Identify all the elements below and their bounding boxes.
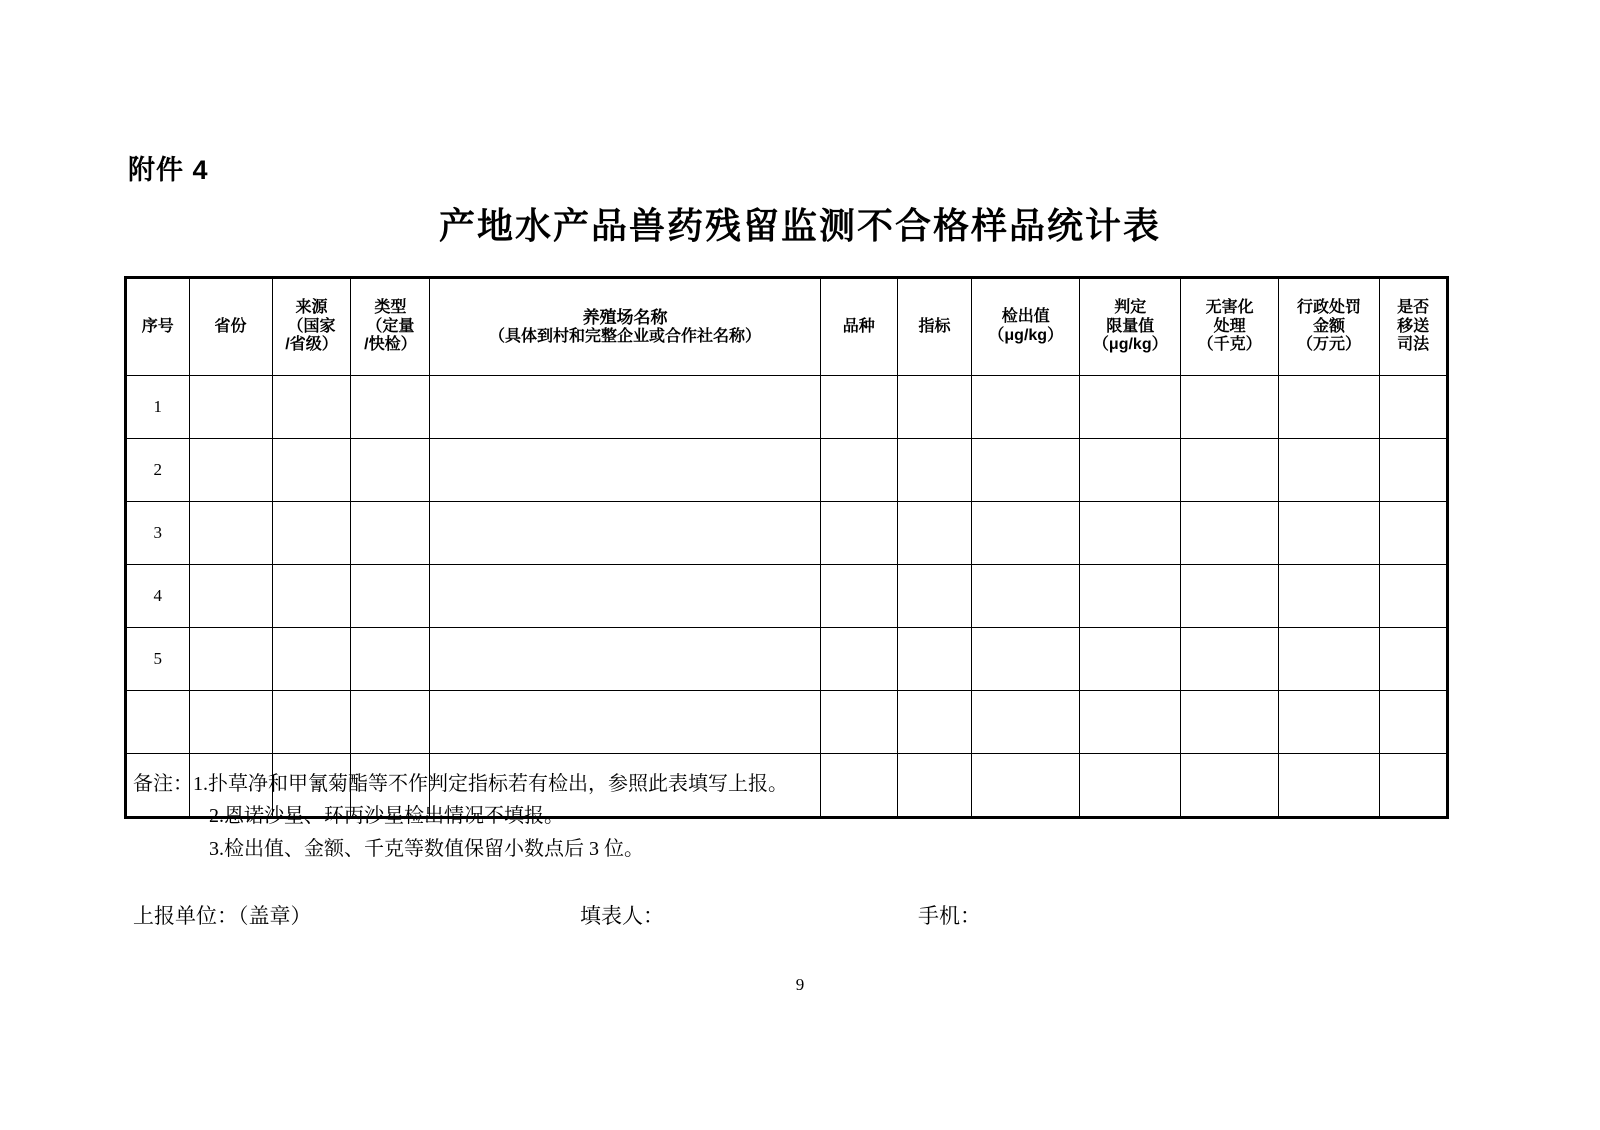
cell-limit-value[interactable] (1080, 565, 1181, 628)
cell-province[interactable] (189, 628, 272, 691)
column-header-limit-value: 判定 限量值 （μg/kg） (1080, 278, 1181, 376)
cell-detected-value[interactable] (972, 439, 1080, 502)
cell-transfer-judicial[interactable] (1380, 565, 1448, 628)
cell-limit-value[interactable] (1080, 691, 1181, 754)
column-header-penalty-amount: 行政处罚 金额 （万元） (1278, 278, 1379, 376)
column-header-detected-value: 检出值 （μg/kg） (972, 278, 1080, 376)
cell-source[interactable] (272, 439, 351, 502)
cell-harmless-treatment[interactable] (1181, 565, 1278, 628)
cell-seq: 2 (126, 439, 190, 502)
column-header-variety: 品种 (820, 278, 897, 376)
cell-seq (126, 691, 190, 754)
cell-indicator[interactable] (897, 502, 972, 565)
note-line-3: 3.检出值、金额、千克等数值保留小数点后 3 位。 (209, 837, 644, 860)
cell-penalty-amount[interactable] (1278, 628, 1379, 691)
column-header-indicator: 指标 (897, 278, 972, 376)
cell-type[interactable] (351, 691, 430, 754)
statistics-table (124, 276, 1449, 819)
table-header (126, 278, 1448, 376)
cell-seq: 4 (126, 565, 190, 628)
cell-province[interactable] (189, 691, 272, 754)
table-row (126, 439, 1448, 502)
page-number: 9 (795, 975, 805, 994)
cell-farm-name[interactable] (430, 691, 820, 754)
page-title: 产地水产品兽药残留监测不合格样品统计表 (438, 205, 1161, 246)
column-header-harmless-treatment: 无害化 处理 （千克） (1181, 278, 1278, 376)
cell-penalty-amount[interactable] (1278, 439, 1379, 502)
attachment-label: 附件 4 (128, 155, 209, 185)
table-row (126, 565, 1448, 628)
cell-indicator[interactable] (897, 439, 972, 502)
cell-source[interactable] (272, 502, 351, 565)
note-line-2: 2.恩诺沙星、环丙沙星检出情况不填报。 (209, 805, 564, 828)
cell-seq: 1 (126, 376, 190, 439)
column-header-type: 类型 （定量 /快检） (351, 278, 430, 376)
column-header-farm-name: 养殖场名称 （具体到村和完整企业或合作社名称） (430, 278, 820, 376)
cell-harmless-treatment[interactable] (1181, 628, 1278, 691)
cell-farm-name[interactable] (430, 376, 820, 439)
cell-harmless-treatment[interactable] (1181, 691, 1278, 754)
column-header-transfer-judicial: 是否 移送 司法 (1380, 278, 1448, 376)
cell-indicator[interactable] (897, 691, 972, 754)
column-header-source: 来源 （国家 /省级） (272, 278, 351, 376)
cell-indicator[interactable] (897, 565, 972, 628)
cell-indicator[interactable] (897, 628, 972, 691)
cell-source[interactable] (272, 691, 351, 754)
cell-seq: 3 (126, 502, 190, 565)
cell-detected-value[interactable] (972, 691, 1080, 754)
cell-transfer-judicial[interactable] (1380, 691, 1448, 754)
cell-indicator[interactable] (897, 376, 972, 439)
table-row (126, 502, 1448, 565)
cell-harmless-treatment[interactable] (1181, 502, 1278, 565)
cell-transfer-judicial[interactable] (1380, 502, 1448, 565)
table-row (126, 691, 1448, 754)
cell-province[interactable] (189, 376, 272, 439)
cell-variety[interactable] (820, 691, 897, 754)
statistics-table-container (124, 276, 1449, 819)
cell-detected-value[interactable] (972, 376, 1080, 439)
cell-farm-name[interactable] (430, 565, 820, 628)
reporting-unit-label: 上报单位：（盖章） (133, 904, 312, 928)
table-row (126, 376, 1448, 439)
note-line-1: 备注：1.扑草净和甲氰菊酯等不作判定指标若有检出，参照此表填写上报。 (133, 773, 788, 795)
cell-penalty-amount[interactable] (1278, 376, 1379, 439)
cell-limit-value[interactable] (1080, 376, 1181, 439)
cell-harmless-treatment[interactable] (1181, 376, 1278, 439)
cell-transfer-judicial[interactable] (1380, 628, 1448, 691)
cell-transfer-judicial[interactable] (1380, 376, 1448, 439)
cell-province[interactable] (189, 439, 272, 502)
column-header-province: 省份 (189, 278, 272, 376)
cell-limit-value[interactable] (1080, 439, 1181, 502)
cell-type[interactable] (351, 376, 430, 439)
cell-limit-value[interactable] (1080, 628, 1181, 691)
notes-section (133, 768, 1453, 865)
cell-penalty-amount[interactable] (1278, 691, 1379, 754)
table-body (126, 376, 1448, 818)
cell-transfer-judicial[interactable] (1380, 439, 1448, 502)
cell-type[interactable] (351, 439, 430, 502)
cell-source[interactable] (272, 565, 351, 628)
cell-farm-name[interactable] (430, 628, 820, 691)
cell-harmless-treatment[interactable] (1181, 439, 1278, 502)
table-row (126, 628, 1448, 691)
cell-seq: 5 (126, 628, 190, 691)
cell-penalty-amount[interactable] (1278, 565, 1379, 628)
table-header-row (126, 278, 1448, 376)
cell-farm-name[interactable] (430, 502, 820, 565)
cell-source[interactable] (272, 628, 351, 691)
cell-detected-value[interactable] (972, 502, 1080, 565)
cell-variety[interactable] (820, 565, 897, 628)
column-header-seq: 序号 (126, 278, 190, 376)
cell-detected-value[interactable] (972, 628, 1080, 691)
cell-detected-value[interactable] (972, 565, 1080, 628)
cell-variety[interactable] (820, 502, 897, 565)
cell-type[interactable] (351, 565, 430, 628)
cell-penalty-amount[interactable] (1278, 502, 1379, 565)
cell-variety[interactable] (820, 439, 897, 502)
cell-type[interactable] (351, 628, 430, 691)
cell-type[interactable] (351, 502, 430, 565)
cell-variety[interactable] (820, 376, 897, 439)
mobile-label: 手机： (918, 904, 981, 928)
cell-source[interactable] (272, 376, 351, 439)
filled-by-label: 填表人： (580, 904, 664, 928)
cell-limit-value[interactable] (1080, 502, 1181, 565)
cell-farm-name[interactable] (430, 439, 820, 502)
cell-province[interactable] (189, 502, 272, 565)
cell-province[interactable] (189, 565, 272, 628)
cell-variety[interactable] (820, 628, 897, 691)
